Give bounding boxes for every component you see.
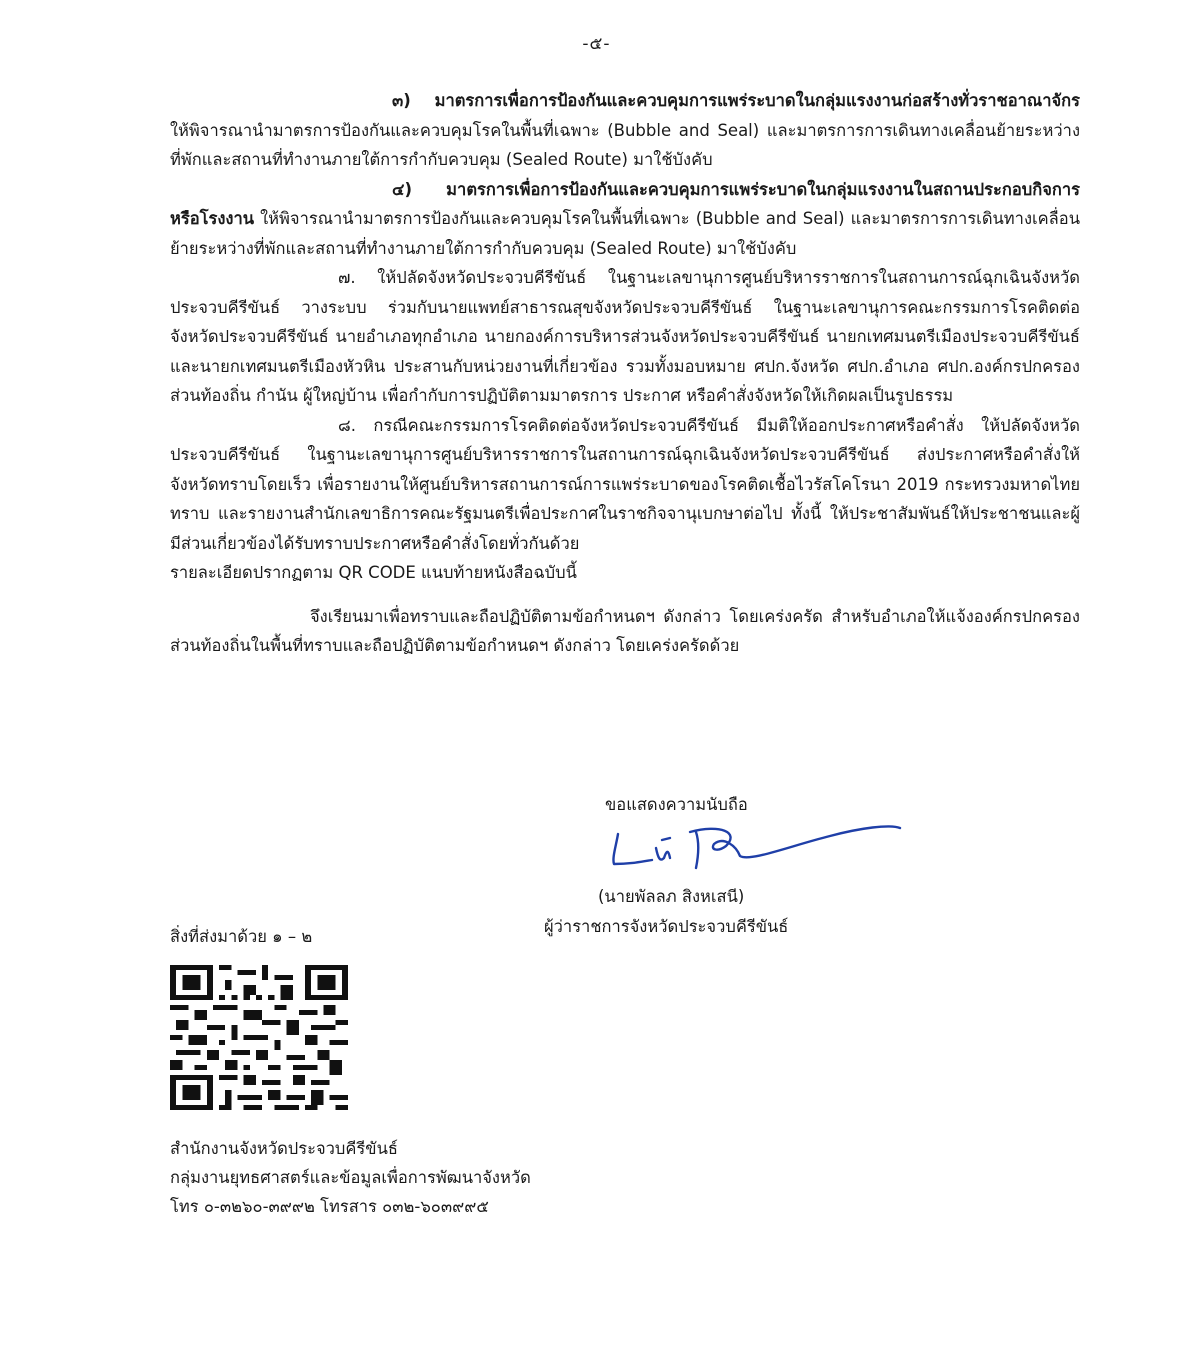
signer-title: ผู้ว่าราชการจังหวัดประจวบคีรีขันธ์ — [544, 917, 789, 936]
item-4-heading: มาตรการเพื่อการป้องกันและควบคุมการแพร่ระบาดในกลุ่มแรงงานในสถานประกอบกิจการหรือโรงงาน — [170, 179, 1080, 228]
qr-code-image[interactable] — [170, 965, 348, 1110]
clause-7-paragraph: ๗. ให้ปลัดจังหวัดประจวบคีรีขันธ์ ในฐานะเลขานุการศูนย์บริหารราชการในสถานการณ์ฉุกเฉินจังหวัดประจวบคีรีขันธ์ วางระบบ ร่วมกับนายแพทย์สาธารณสุขจังหวัดประจวบคีรีขันธ์ ในฐานะเลขานุการคณะกรรมการโรคติดต่อจังหวัดประจวบคีรีขันธ์ นายอำเภอทุกอำเภอ นายกองค์การบริหารส่วนจังหวัดประจวบคีรีขันธ์ นายกเทศมนตรีเมืองประจวบคีรีขันธ์ และนายกเทศมนตรีเมืองหัวหิน ประสานกับหน่วยงานที่เกี่ยวข้อง รวมทั้งมอบหมาย ศปก.จังหวัด ศปก.อำเภอ ศปก.องค์กรปกครองส่วนท้องถิ่น กำนัน ผู้ใหญ่บ้าน เพื่อกำกับการปฏิบัติตามมาตรการ ประกาศ หรือคำสั่งจังหวัดให้เกิดผลเป็นรูปธรรม — [170, 268, 1080, 405]
signature — [600, 818, 910, 880]
office-phone-fax: โทร ๐-๓๒๖๐-๓๙๙๒ โทรสาร ๐๓๒-๖๐๓๙๙๕ — [170, 1197, 489, 1216]
item-3-body: ให้พิจารณานำมาตรการป้องกันและควบคุมโรคในพื้นที่เฉพาะ (Bubble and Seal) และมาตรการการเดินทางเคลื่อนย้ายระหว่างที่พักและสถานที่ทำงานภายใต้การกำกับควบคุม (Sealed Route) มาใช้บังคับ — [170, 120, 1080, 169]
enclosure-line: สิ่งที่ส่งมาด้วย ๑ – ๒ — [170, 927, 313, 946]
item-3-paragraph — [170, 86, 1080, 175]
clause-8-paragraph: ๘. กรณีคณะกรรมการโรคติดต่อจังหวัดประจวบคีรีขันธ์ มีมติให้ออกประกาศหรือคำสั่ง ให้ปลัดจังหวัดประจวบคีรีขันธ์ ในฐานะเลขานุการศูนย์บริหารราชการในสถานการณ์ฉุกเฉินจังหวัดประจวบคีรีขันธ์ ส่งประกาศหรือคำสั่งให้จังหวัดทราบโดยเร็ว เพื่อรายงานให้ศูนย์บริหารสถานการณ์การแพร่ระบาดของโรคติดเชื้อไวรัสโคโรนา 2019 กระทรวงมหาดไทยทราบ และรายงานสำนักเลขาธิการคณะรัฐมนตรีเพื่อประกาศในราชกิจจานุเบกษาต่อไป ทั้งนี้ ให้ประชาสัมพันธ์ให้ประชาชนและผู้มีส่วนเกี่ยวข้องได้รับทราบประกาศหรือคำสั่งโดยทั่วกันด้วย — [170, 415, 1080, 553]
office-contact-block — [170, 1134, 531, 1221]
request-paragraph: จึงเรียนมาเพื่อทราบและถือปฏิบัติตามข้อกำหนดฯ ดังกล่าว โดยเคร่งครัด สำหรับอำเภอให้แจ้งองค์กรปกครองส่วนท้องถิ่นในพื้นที่ทราบและถือปฏิบัติตามข้อกำหนดฯ ดังกล่าว โดยเคร่งครัดด้วย — [170, 606, 1080, 655]
item-3-number: ๓) — [392, 91, 411, 110]
item-3-heading: มาตรการเพื่อการป้องกันและควบคุมการแพร่ระบาดในกลุ่มแรงงานก่อสร้างทั่วราชอาณาจักร — [434, 91, 1080, 110]
page-number: -๕- — [582, 34, 611, 54]
item-4-paragraph — [170, 175, 1080, 264]
office-name: สำนักงานจังหวัดประจวบคีรีขันธ์ — [170, 1139, 398, 1158]
office-division: กลุ่มงานยุทธศาสตร์และข้อมูลเพื่อการพัฒนาจังหวัด — [170, 1168, 531, 1187]
item-4-body: ให้พิจารณานำมาตรการป้องกันและควบคุมโรคในพื้นที่เฉพาะ (Bubble and Seal) และมาตรการการเดินทางเคลื่อนย้ายระหว่างที่พักและสถานที่ทำงานภายใต้การกำกับควบคุม (Sealed Route) มาใช้บังคับ — [170, 209, 1080, 258]
item-4-number: ๔) — [392, 179, 413, 199]
closing-salutation: ขอแสดงความนับถือ — [605, 795, 748, 814]
letter-body — [170, 86, 1080, 661]
signer-name: (นายพัลลภ สิงหเสนี) — [598, 887, 745, 906]
details-line: รายละเอียดปรากฏตาม QR CODE แนบท้ายหนังสือฉบับนี้ — [170, 563, 577, 582]
